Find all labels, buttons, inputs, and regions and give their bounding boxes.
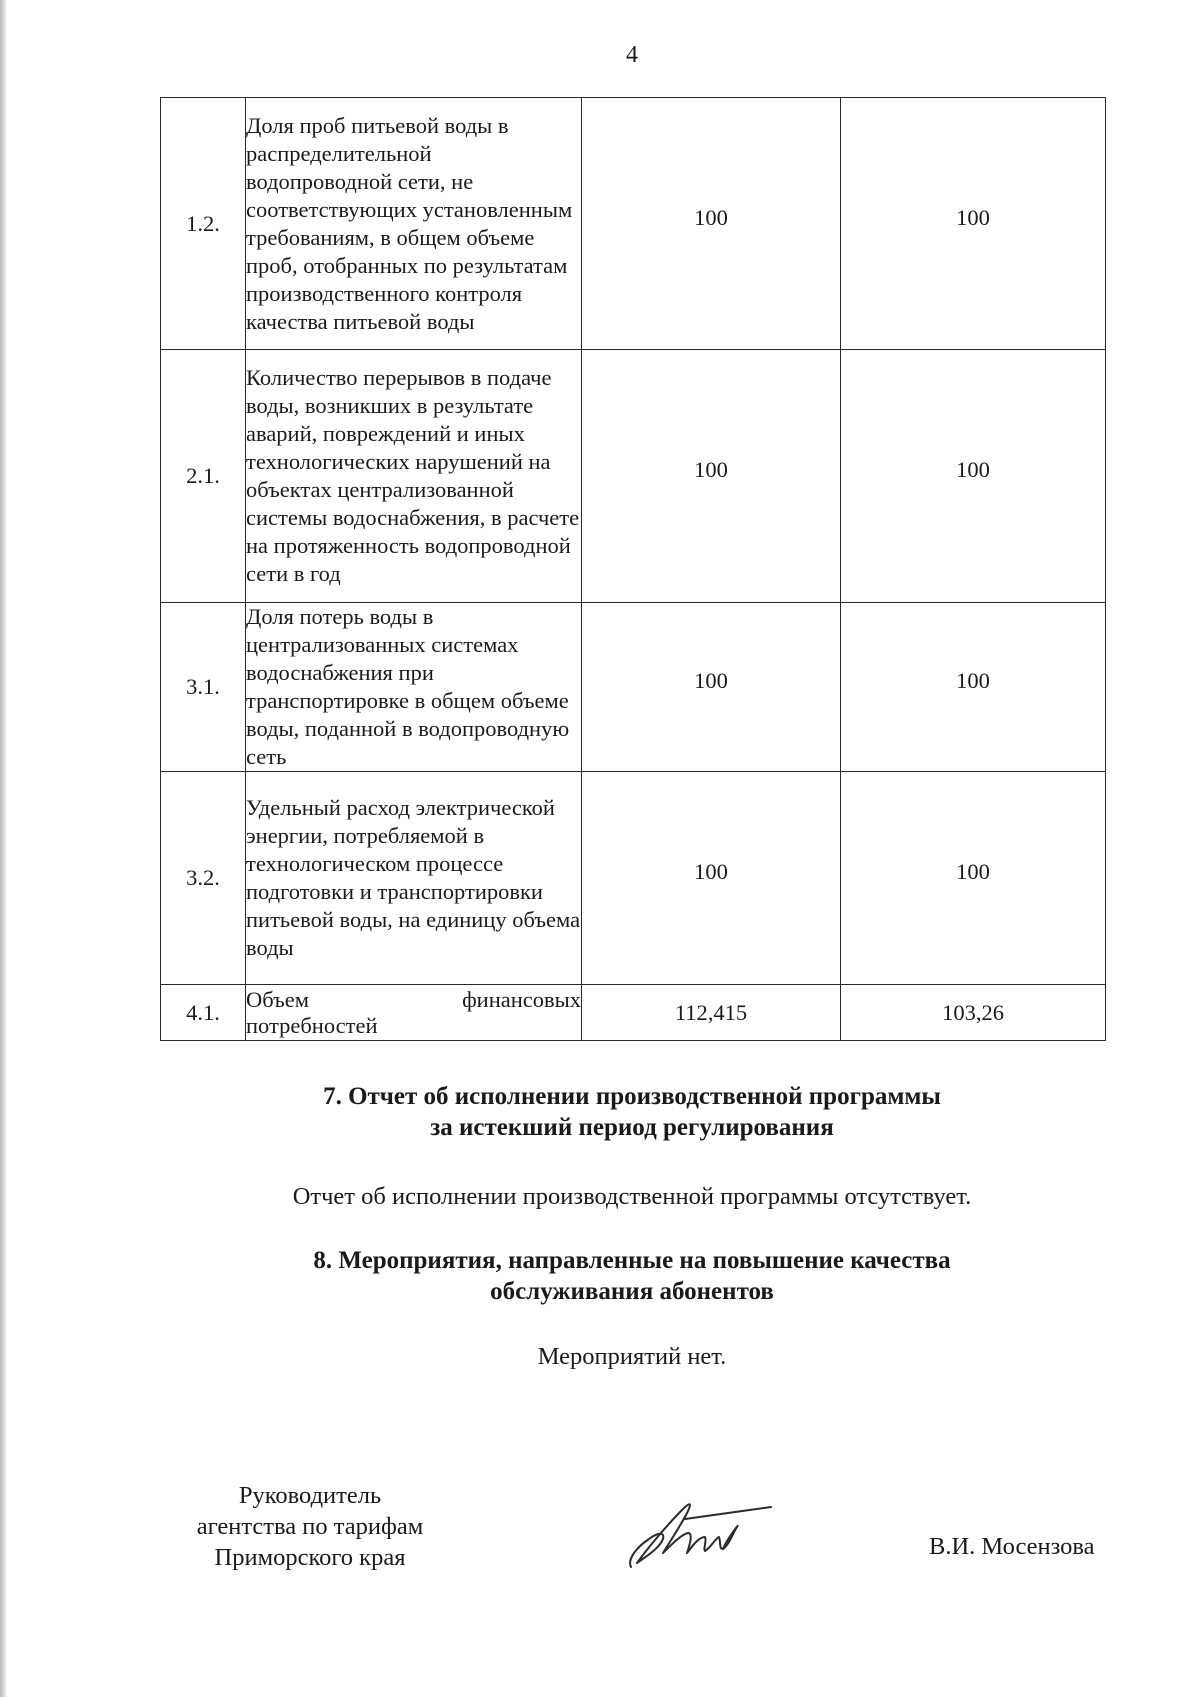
table-row — [161, 985, 1106, 1041]
section-8-heading-line: 8. Мероприятия, направленные на повышение качества — [313, 1247, 951, 1274]
indicator-name-line — [246, 987, 581, 1013]
section-8-heading — [0, 1245, 1200, 1307]
row-number: 2.1. — [161, 350, 246, 603]
actual-value-text: 103,26 — [942, 999, 1004, 1025]
handwritten-signature — [623, 1493, 773, 1573]
signer-title-line: агентства по тарифам — [196, 1513, 424, 1540]
actual-value — [841, 98, 1106, 350]
actual-value — [841, 603, 1106, 772]
signer-name: В.И. Мосензова — [929, 1533, 1095, 1560]
page-number: 4 — [626, 42, 638, 68]
plan-value — [582, 98, 841, 350]
indicator-name — [246, 985, 582, 1041]
indicator-name-word: потребностей — [246, 1012, 378, 1038]
plan-value — [582, 772, 841, 985]
actual-value — [841, 772, 1106, 985]
plan-value — [582, 603, 841, 772]
row-number: 4.1. — [161, 985, 246, 1041]
section-8-heading-line: обслуживания абонентов — [490, 1278, 774, 1305]
section-7-text: Отчет об исполнении производственной программы отсутствует. — [292, 1183, 972, 1210]
section-7-heading — [0, 1081, 1200, 1143]
table-row — [161, 772, 1106, 985]
actual-value-text: 100 — [956, 204, 990, 230]
indicator-name: Доля проб питьевой воды в распределительной водопроводной сети, не соответствующих установленным требованиям, в общем объеме проб, отобранных по результатам производственного контроля качества питьевой воды — [246, 98, 582, 350]
signer-title-line: Руководитель — [238, 1482, 382, 1509]
table-row — [161, 603, 1106, 772]
row-number: 3.1. — [161, 603, 246, 772]
plan-value-text: 100 — [694, 668, 728, 693]
plan-value — [582, 350, 841, 603]
indicator-name: Доля потерь воды в централизованных системах водоснабжения при транспортировке в общем объеме воды, поданной в водопроводную сеть — [246, 603, 582, 772]
plan-value-text: 100 — [694, 457, 728, 482]
indicator-name: Количество перерывов в подаче воды, возникших в результате аварий, повреждений и иных технологических нарушений на объектах централизованной системы водоснабжения, в расчете на протяженность водопроводной сети в год — [246, 350, 582, 603]
plan-value — [582, 985, 841, 1041]
indicator-name-word: Объем — [246, 986, 309, 1012]
row-number: 1.2. — [161, 98, 246, 350]
table-row — [161, 98, 1106, 350]
indicator-name: Удельный расход электрической энергии, потребляемой в технологическом процессе подготовки и транспортировки питьевой воды, на единицу объема воды — [246, 772, 582, 985]
actual-value — [841, 985, 1106, 1041]
indicator-name-word: финансовых — [462, 986, 581, 1012]
table-row — [161, 350, 1106, 603]
actual-value — [841, 350, 1106, 603]
indicators-table — [160, 97, 1106, 1041]
actual-value-text: 100 — [956, 457, 990, 482]
plan-value-text: 100 — [694, 859, 728, 884]
section-7-heading-line: 7. Отчет об исполнении производственной программы — [323, 1083, 941, 1110]
signer-title — [130, 1480, 490, 1573]
signer-title-line: Приморского края — [214, 1544, 406, 1571]
actual-value-text: 100 — [956, 668, 990, 693]
plan-value-text: 100 — [694, 204, 728, 230]
section-7-heading-line: за истекший период регулирования — [430, 1114, 834, 1141]
section-8-text: Мероприятий нет. — [537, 1343, 727, 1370]
row-number: 3.2. — [161, 772, 246, 985]
plan-value-text: 112,415 — [674, 999, 748, 1025]
actual-value-text: 100 — [956, 859, 990, 884]
scan-edge-shadow — [0, 0, 7, 1697]
